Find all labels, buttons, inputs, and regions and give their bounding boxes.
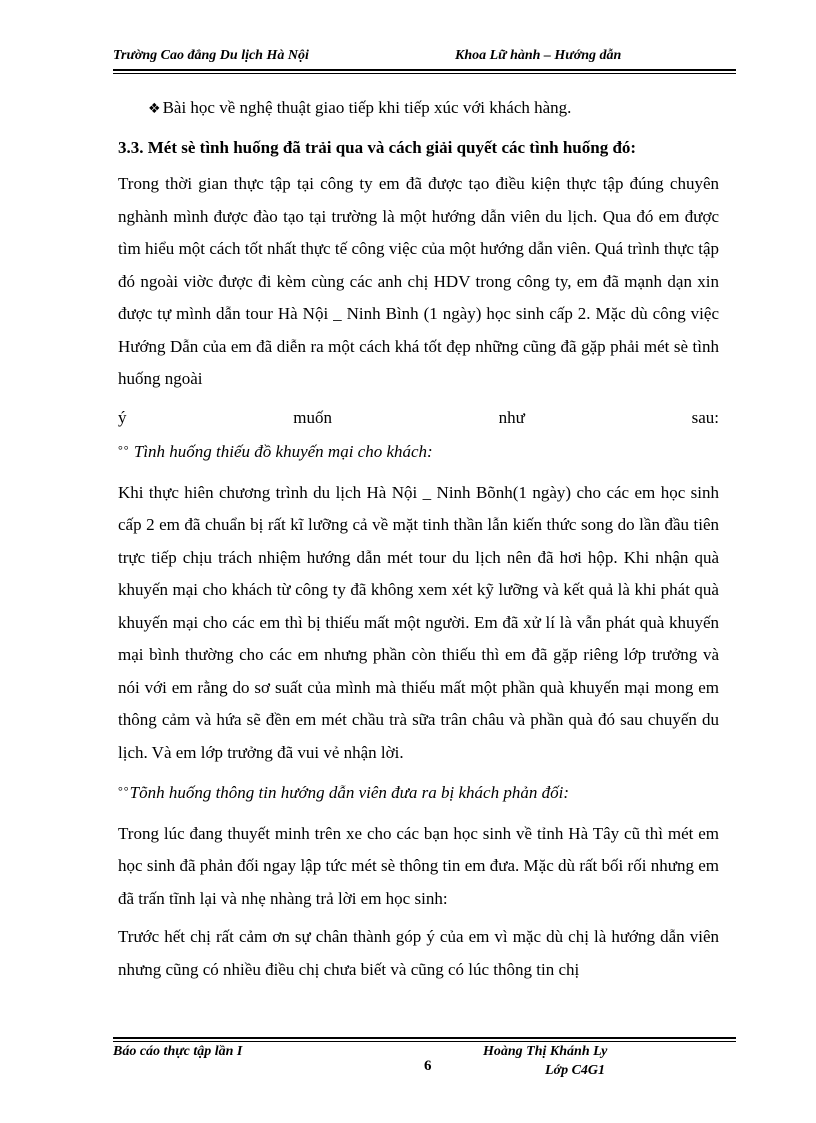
text-line: em nhưng phần còn thiếu thì em đã gặp riêng lớp trưởng và nói với em rằng: [118, 645, 720, 697]
situation-2-title: [118, 775, 719, 810]
situation-2-paragraph: [118, 818, 719, 916]
header-rule-thin: [113, 73, 736, 74]
text-line: du lịch. Và em lớp trưởng đã vui vẻ nhận lời.: [118, 710, 720, 762]
situation-1-paragraph: [118, 477, 719, 770]
text-line: Qua đó em được tìm hiểu một cách tốt nhất thực tế công việc của một hướng: [118, 206, 720, 258]
word: muốn: [293, 407, 332, 427]
situation-1-title-text: Tình huống thiếu đồ khuyến mại cho khách:: [133, 442, 433, 461]
diamond-bullet-icon: ❖: [148, 101, 161, 117]
text-line: Trong lúc đang thuyết minh trên xe cho các bạn học sinh về tỉnh Hà Tây cũ: [118, 823, 641, 843]
text-line: Trước hết chị rất cảm ơn sự chân thành góp ý của em vì mặc dù chị là hướng: [118, 927, 656, 946]
text-line: Trong thời gian thực tập tại công ty em đã được tạo điều kiện thực tập đúng: [118, 174, 664, 193]
footer-rule-thin: [113, 1041, 736, 1042]
text-line: Khi thực hiên chương trình du lịch Hà Nội _ Ninh Bõnh(1 ngày) cho các em: [118, 482, 656, 502]
footer-report-title: Báo cáo thực tập lần I: [113, 1044, 243, 1059]
page-number: 6: [424, 1058, 432, 1074]
situation-2-response: [118, 921, 719, 986]
situation-2-title-text: Tõnh huống thông tin hướng dẫn viên đưa ra bị khách phản đối:: [129, 783, 569, 802]
text-line: nên đã hơi hộp. Khi nhận quà khuyến mại cho khách từ công ty đã không xem: [118, 547, 719, 599]
word: như: [498, 407, 525, 427]
spread-line: [118, 402, 719, 435]
text-line: thì mét em học sinh đã phản đối ngay lập tức mét sè thông tin em đưa. Mặc dù: [118, 823, 719, 875]
footer-author: Hoàng Thị Khánh Ly: [483, 1044, 608, 1059]
text-line: dẫn viên nhưng cũng có nhiều điều chị chưa biết và cũng có lúc thông tin chị: [118, 927, 719, 979]
degree-bullet-icon: °°: [118, 443, 130, 457]
text-line: diễn ra một cách khá tốt đẹp những cũng đã gặp phải mét sè tình huống ngoài: [118, 336, 719, 388]
text-line: mất một người. Em đã xử lí là vẫn phát quà khuyến mại bình thường cho các: [118, 612, 719, 664]
page-footer: [113, 1044, 736, 1084]
text-line: xét kỹ lưỡng và kết quả là khi phát quà khuyến mại cho các em thì bị thiếu: [118, 580, 719, 632]
header-department: Khoa Lữ hành – Hướng dẫn: [455, 48, 622, 63]
text-line: HDV trong công ty, em đã mạnh dạn xin được tự mình dẫn tour Hà Nội _: [118, 271, 720, 323]
text-line: dẫn viên. Quá trình thực tập đó ngoài viờc được đi kèm cùng các anh chị: [118, 239, 720, 291]
text-line: song do lần đầu tiên trực tiếp chịu trách nhiệm hướng dẫn mét tour du lịch: [118, 515, 720, 567]
intro-paragraph: [118, 168, 719, 396]
text-line: chuyên nghành mình được đào tạo tại trường là một hướng dẫn viên du lịch.: [118, 174, 719, 226]
header-school-name: Trường Cao đẳng Du lịch Hà Nội: [113, 48, 309, 63]
text-line: cảm và hứa sẽ đền em mét chầu trà sữa trân châu và phần quà đó sau chuyến: [161, 710, 697, 729]
text-line: học sinh cấp 2 em đã chuẩn bị rất kĩ lưỡng cả về mặt tinh thần lẫn kiến thức: [118, 482, 720, 534]
degree-bullet-icon: °°: [118, 784, 130, 798]
page-header: [113, 46, 736, 68]
word: sau:: [691, 407, 719, 427]
situation-1-title: [118, 434, 719, 469]
header-rule: [113, 69, 736, 71]
footer-rule: [113, 1037, 736, 1039]
text-line: rất bối rối nhưng em đã trấn tĩnh lại và nhẹ nhàng trả lời em học sinh:: [118, 856, 719, 908]
word: ý: [118, 407, 127, 427]
footer-class: Lớp C4G1: [545, 1063, 606, 1078]
bullet-text: Bài học về nghệ thuật giao tiếp khi tiếp xúc với khách hàng.: [162, 98, 572, 117]
text-line: do sơ suất của mình mà thiếu mất một phần quà khuyến mại mong em thông: [118, 677, 719, 729]
section-heading: 3.3. Mét sè tình huống đã trải qua và cách giải quyết các tình huống đó:: [118, 137, 637, 157]
page-body: [118, 92, 719, 992]
text-line: Ninh Bình (1 ngày) học sinh cấp 2. Mặc dù công việc Hướng Dẫn của em đã: [118, 304, 719, 356]
bullet-item: [118, 92, 719, 126]
